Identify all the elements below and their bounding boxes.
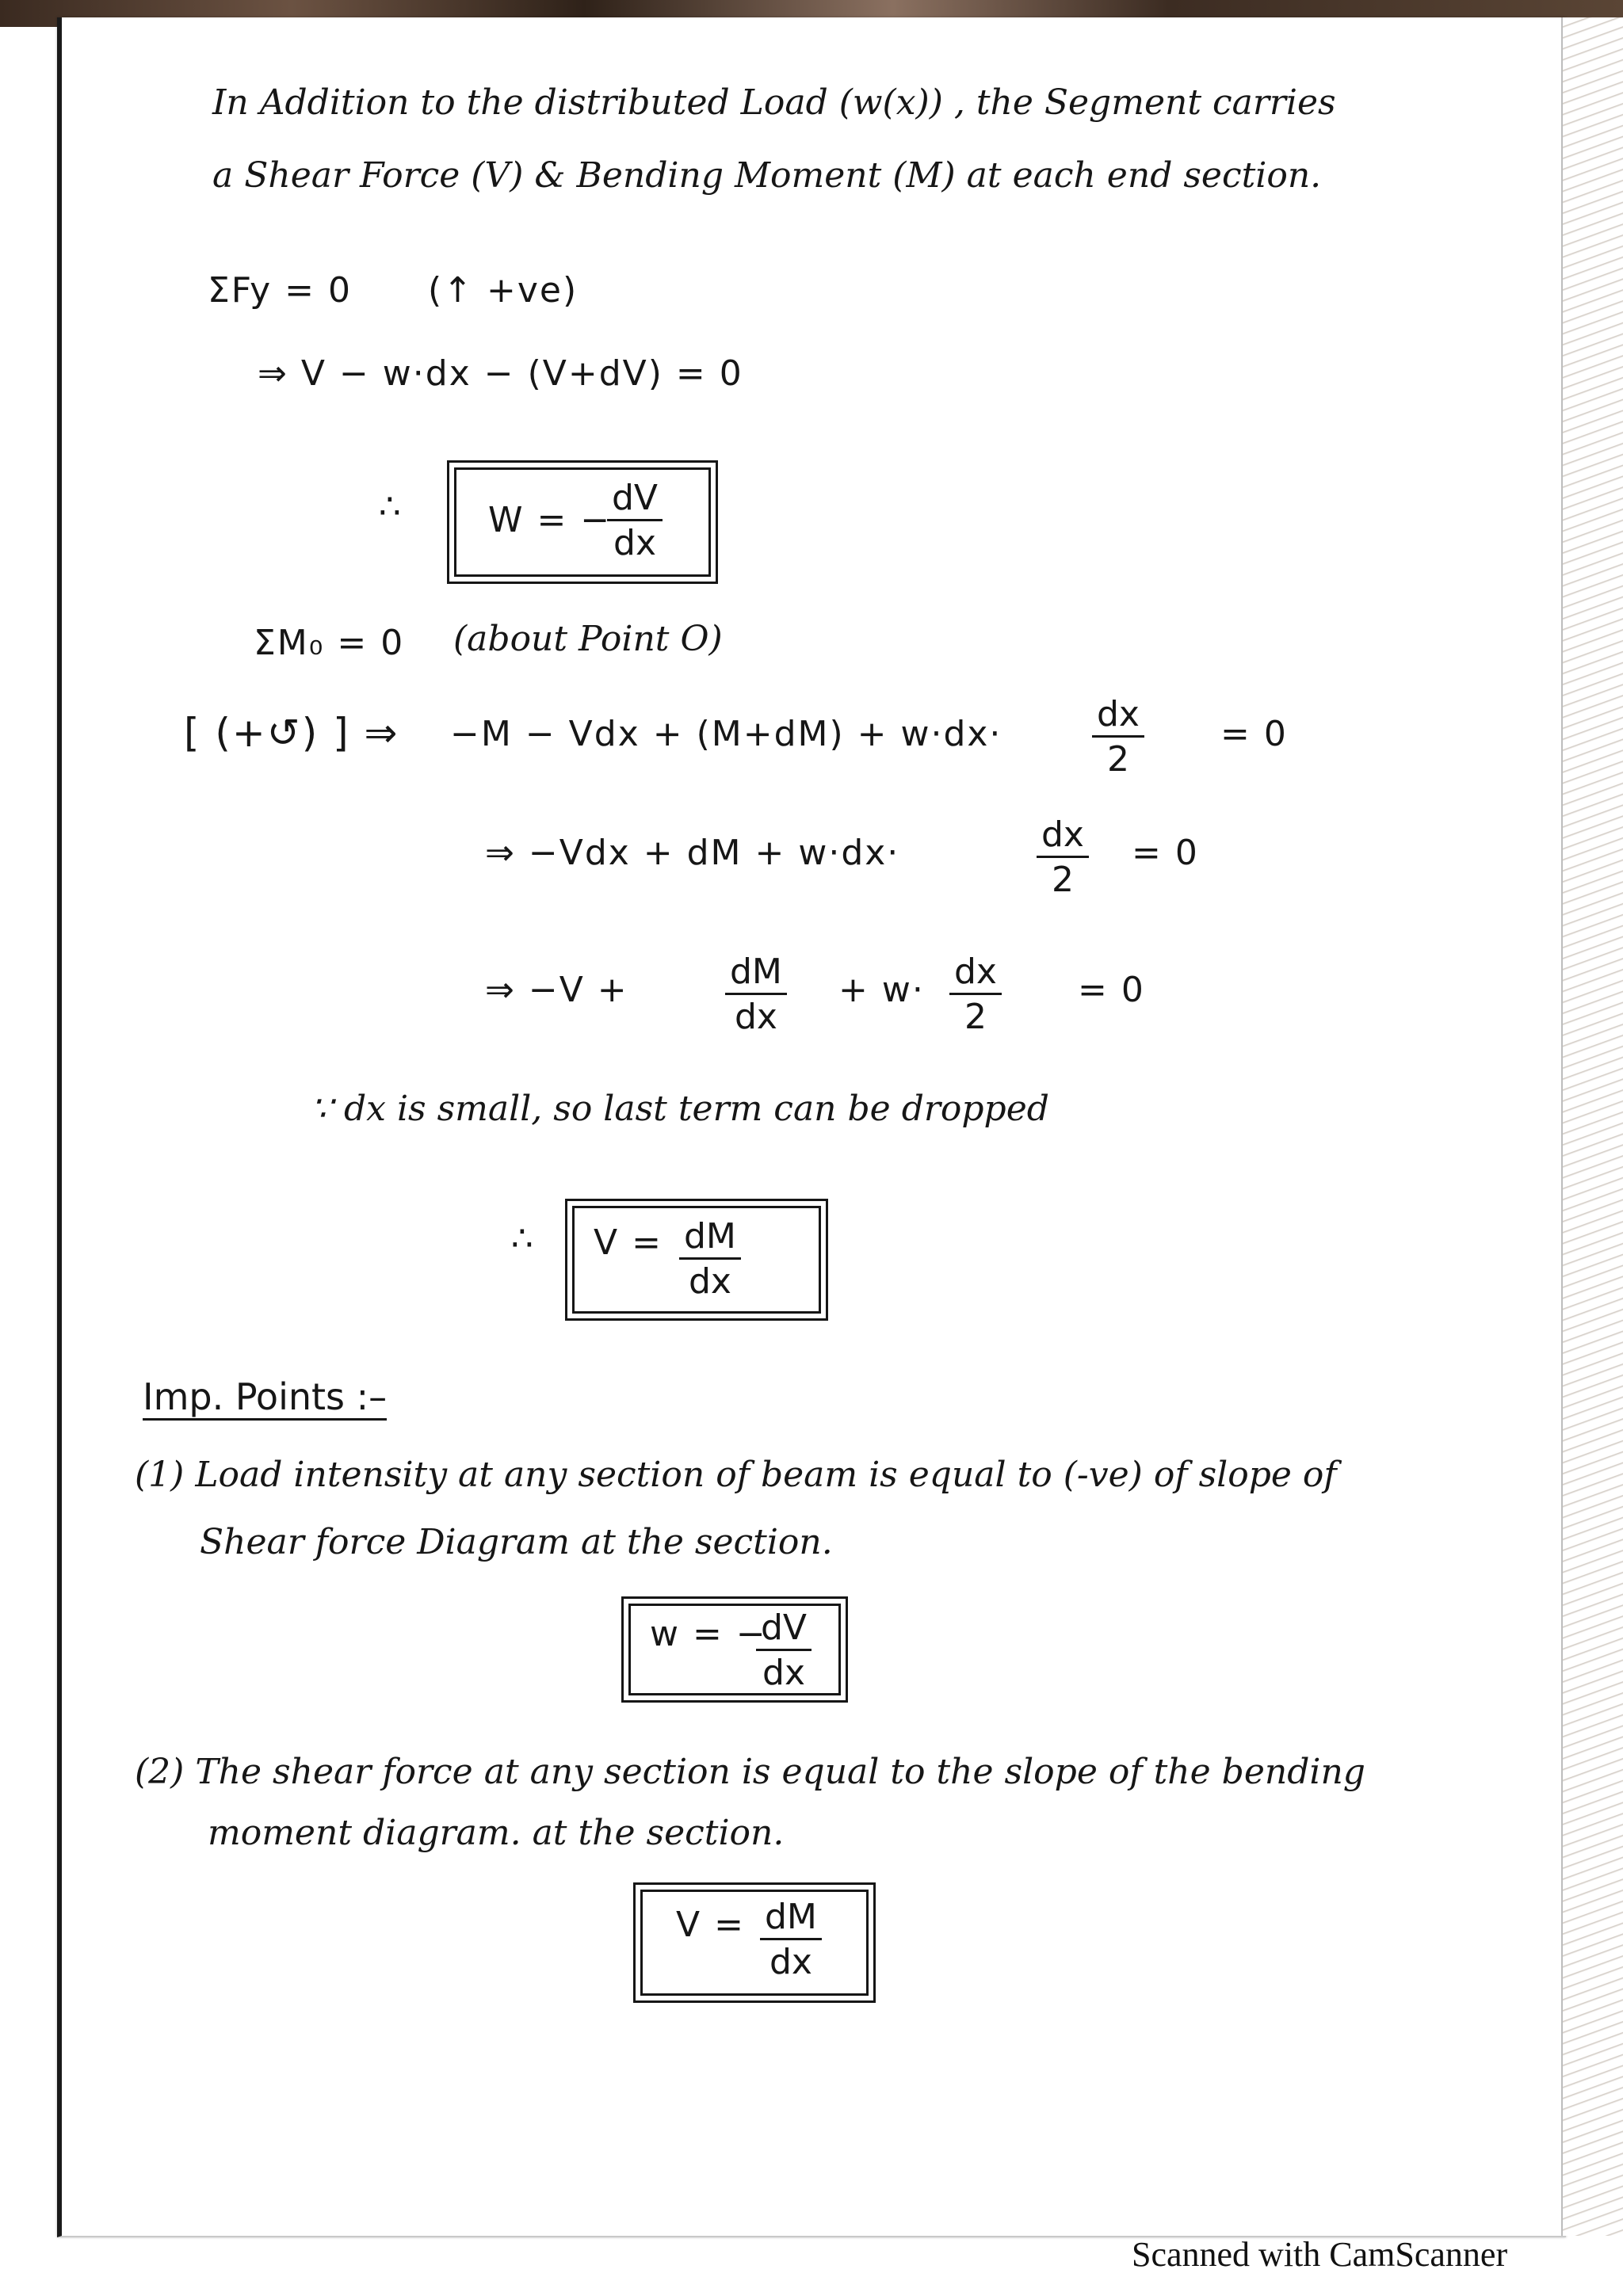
sum-fy-sign-convention: (↑ +ve) (428, 270, 579, 311)
moment-sign-convention: [ (+↺) ] ⇒ (184, 710, 399, 756)
moment-eq1-fraction (1092, 694, 1144, 780)
result-w-numerator: dV (607, 481, 663, 521)
moment-eq2-rhs: = 0 (1132, 833, 1199, 873)
moment-equation-1: −M − Vdx + (M+dM) + w·dx· (450, 714, 1002, 754)
intro-line-1: In Addition to the distributed Load (w(x)) , the Segment carries (212, 82, 1336, 123)
point-1-line-1: (1) Load intensity at any section of beam is equal to (-ve) of slope of (135, 1455, 1337, 1495)
moment-eq3-denominator-2: 2 (964, 997, 987, 1037)
point-1-line-2: Shear force Diagram at the section. (200, 1522, 833, 1562)
camscanner-watermark: Scanned with CamScanner (1132, 2235, 1508, 2274)
moment-eq3-denominator: dx (734, 997, 777, 1037)
imp-points-heading: Imp. Points :– (143, 1379, 387, 1421)
result-v-fraction (679, 1216, 741, 1302)
point-1-formula-numerator: dV (756, 1611, 812, 1651)
result-w-lhs: W = − (488, 500, 612, 540)
moment-eq1-rhs: = 0 (1220, 714, 1288, 754)
result-box-v (572, 1206, 821, 1314)
point-2-line-1: (2) The shear force at any section is equal to the slope of the bending (135, 1752, 1365, 1792)
point-2-formula-fraction (760, 1897, 822, 1982)
point-1-formula-box (628, 1604, 841, 1695)
result-w-fraction (607, 478, 663, 563)
point-2-formula-numerator: dM (760, 1900, 822, 1940)
therefore-symbol-1: ∴ (379, 486, 403, 527)
point-1-formula-lhs: w = − (650, 1614, 767, 1654)
result-box-w (454, 467, 711, 577)
sum-fy-equation: ⇒ V − w·dx − (V+dV) = 0 (258, 353, 743, 394)
sum-m-about-point: (about Point O) (453, 619, 723, 659)
moment-equation-3-start: ⇒ −V + (485, 970, 628, 1010)
small-dx-note: ∵ dx is small, so last term can be dropped (311, 1089, 1049, 1129)
point-2-formula-lhs: V = (676, 1905, 745, 1945)
moment-eq3-fraction-dm-dx (725, 952, 787, 1037)
result-v-numerator: dM (679, 1219, 741, 1260)
moment-eq3-fraction-dx-2 (949, 952, 1002, 1037)
result-v-denominator: dx (688, 1261, 731, 1302)
point-2-formula-denominator: dx (769, 1942, 812, 1982)
moment-equation-2: ⇒ −Vdx + dM + w·dx· (485, 833, 900, 873)
moment-eq2-fraction (1037, 814, 1089, 900)
moment-eq3-numerator-2: dx (949, 955, 1002, 995)
moment-eq1-denominator: 2 (1106, 739, 1129, 780)
point-2-formula-box (640, 1890, 869, 1996)
point-2-line-2: moment diagram. at the section. (208, 1813, 785, 1853)
moment-eq1-numerator: dx (1092, 697, 1144, 738)
result-v-lhs: V = (594, 1222, 663, 1263)
moment-equation-3-mid: + w· (838, 970, 925, 1010)
moment-eq2-denominator: 2 (1051, 860, 1074, 900)
moment-eq3-numerator: dM (725, 955, 787, 995)
point-1-formula-denominator: dx (762, 1653, 805, 1693)
moment-equation-3-rhs: = 0 (1078, 970, 1145, 1010)
sum-m-label: ΣM₀ = 0 (254, 623, 405, 663)
page-right-edge (1561, 17, 1623, 2236)
intro-line-2: a Shear Force (V) & Bending Moment (M) at each end section. (212, 155, 1322, 196)
result-w-denominator: dx (613, 523, 656, 563)
point-1-formula-fraction (756, 1608, 812, 1693)
sum-fy-label: ΣFy = 0 (208, 270, 352, 311)
therefore-symbol-2: ∴ (511, 1219, 535, 1259)
moment-eq2-numerator: dx (1037, 818, 1089, 858)
